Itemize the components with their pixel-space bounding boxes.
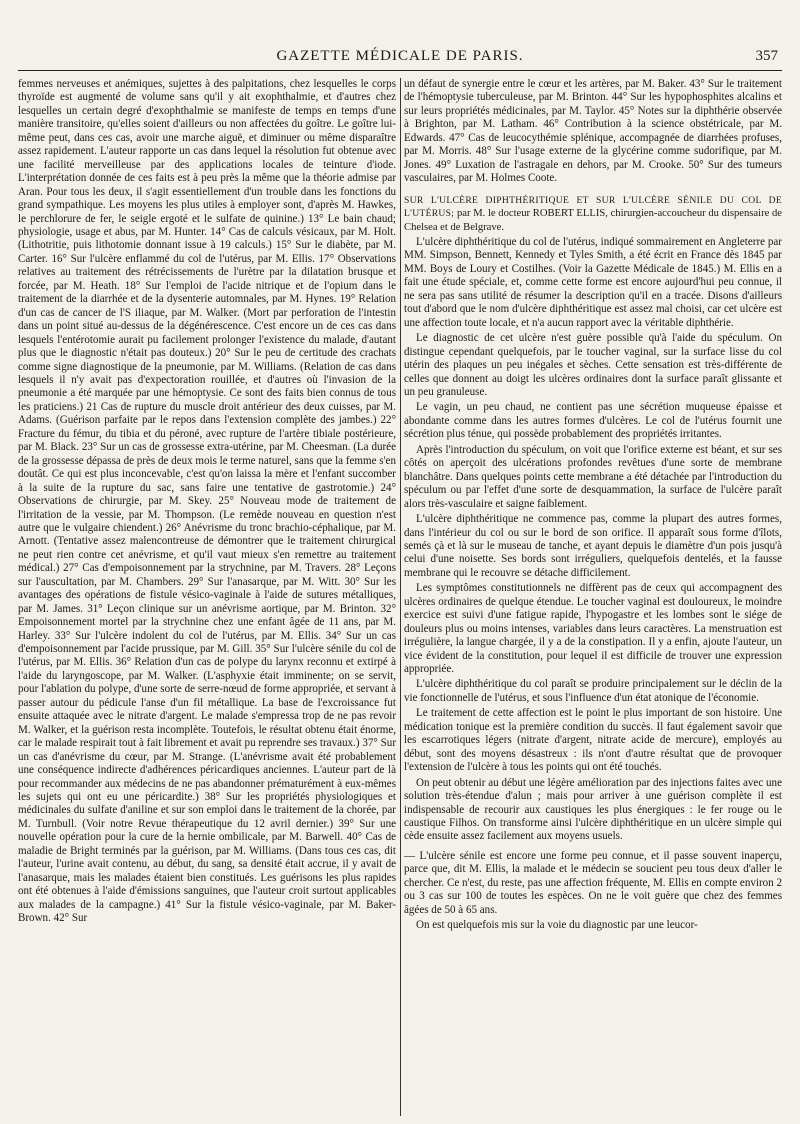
page-header: [18, 44, 782, 71]
text-columns: [18, 78, 782, 1116]
column-divider: [400, 78, 401, 1116]
left-column: [18, 78, 396, 1116]
right-column: [404, 78, 782, 1116]
left-paragraph: femmes nerveuses et anémiques, sujettes à des palpitations, chez lesquelles le corps thyroïde est augmenté de volume sans qu'il y ait exophthalmie, et d'autres chez lesquelles un certain degré d'exophthalmie se manifeste de temps en temps d'une manière transitoire, qu'elles soient d'ailleurs ou non affectées du goître. Le goître lui-même peut, dans ces cas, avoir une marche aiguë, et diminuer ou même disparaître assez rapidement. L'auteur rapporte un cas dans lequel la résolution fut obtenue avec une facilité merveilleuse par des applications locales de teinture d'iode. L'interprétation donnée de ces faits est à peu près la même que la théorie admise par Aran. Pour tous les deux, il s'agit essentiellement d'un trouble dans les fonctions du grand sympathique. Les moyens les plus utiles à employer sont, d'après M. Hawkes, le perchlorure de fer, le seigle ergoté et le sulfate de quinine.) 13° Le bain chaud; physiologie, usage et abus, par M. Hunter. 14° Cas de calculs vésicaux, par M. Holt. (Lithotritie, puis lithotomie donnant issue à 19 calculs.) 15° Sur le diabète, par M. Carter. 16° Sur l'ulcère enflammé du col de l'utérus, par M. Ellis. 17° Observations relatives au traitement des rétrécissements de l'urètre par la dilatation brusque et forcée, par M. Heath. 18° Sur l'emploi de l'acide nitrique et de l'opium dans le traitement de la diarrhée et de la dysenterie automnales, par M. Hynes. 19° Relation d'un cas de cancer de l'S iliaque, par M. Walker. (Mort par perforation de l'intestin dans un point situé au-dessus de la dégénérescence. C'est encore un de ces cas dans lesquels l'entérotomie aurait pu facilement prolonger l'existence du malade, d'autant plus que le diagnostic n'était pas douteux.) 20° Sur le peu de certitude des crachats comme signe diagnostique de la pneumonie, par M. Williams. (Relation de cas dans lesquels il n'y avait pas d'expectoration rouillée, et d'autres où l'invasion de la pneumonie a été marquée par une hémoptysie. Ce sont des faits bien connus de tous les praticiens.) 21 Cas de rupture du muscle droit antérieur des deux cuisses, par M. Adams. (Guérison parfaite par le repos dans l'extension complète des jambes.) 22° Fracture du fémur, du tibia et du péroné, avec rupture de l'artère tibiale postérieure, par M. Black. 23° Sur un cas de grossesse extra-utérine, par M. Cheesman. (La durée de la grossesse dépassa de près de deux mois le terme naturel, sans que la femme s'en doutât. Ce qui est plus inconcevable, c'est qu'on laissa la mère et l'enfant succomber à la suite de la rupture du sac, sans faire une tentative de gastrotomie.) 24° Observations de chirurgie, par M. Skey. 25° Nouveau mode de traitement de l'irritation de la vessie, par M. Thompson. (Le remède nouveau en question n'est autre que le vulgaire chiendent.) 26° Anévrisme du tronc brachio-céphalique, par M. Arnott. (Tentative assez malencontreuse de démontrer que le traitement chirurgical ne peut rien contre cet anévrisme, et qu'il vaut mieux s'en remettre au traitement médical.) 27° Cas d'empoisonnement par la strychnine, par M. Travers. 28° Leçons sur l'auscultation, par M. Chambers. 29° Sur l'anasarque, par M. Witt. 30° Sur les avantages des opérations de fistule vésico-vaginale à l'aide de sutures métalliques, par M. James. 31° Leçon clinique sur un anévrisme aortique, par M. Brinton. 32° Empoisonnement mortel par la strychnine chez une enfant âgée de 11 ans, par M. Harley. 33° Sur l'ulcère indolent du col de l'utérus, par M. Ellis. 34° Sur un cas d'empoisonnement par l'acide prussique, par M. Gill. 35° Sur l'ulcère sénile du col de l'utérus, par M. Ellis. 36° Relation d'un cas de polype du larynx reconnu et extirpé à l'aide du laryngoscope, par M. Walker. (L'asphyxie était imminente; on se servit, pour l'ablation du polype, d'une sorte de serre-nœud de forme appropriée, et servant à passer autour du pédicule l'anse d'un fil métallique. La base de l'excroissance fut ensuite attaquée avec le nitrate d'argent. Le malade s'empressa trop de ne pas revoir M. Walker, et la guérison resta incomplète. Toutefois, le résultat obtenu était énorme, car le malade respirait tout à fait librement et avait pu reprendre ses travaux.) 37° Sur un cas d'anévrisme du cœur, par M. Strange. (L'anévrisme avait été probablement une conséquence indirecte d'adhérences péricardiques anciennes. L'auteur part de là pour recommander aux médecins de ne pas abandonner prématurément à eux-mêmes les sujets qui ont eu une péricardite.) 38° Sur les propriétés physiologiques et médicinales du sulfate d'aniline et sur son emploi dans le traitement de la chorée, par M. Turnbull. (Voir notre Revue thérapeutique du 12 avril dernier.) 39° Sur une nouvelle opération pour la cure de la hernie ombilicale, par M. Barwell. 40° Cas de maladie de Bright terminés par la guérison, par M. Williams. (Dans tous ces cas, dit l'auteur, l'urine avait contenu, au début, du sang, sa densité était accrue, il y avait de l'anasarque, mais les malades étaient bien constitués. Les guérisons les plus rapides ont été obtenues à l'aide d'émissions sanguines, que l'auteur croit surtout applicables aux malades de la campagne.) 41° Sur la fistule vésico-vaginale, par M. Baker-Brown. 42° Sur: [18, 78, 396, 925]
article-paragraph: Le traitement de cette affection est le point le plus important de son histoire. Une médication tonique est la première condition du succès. Il faut également savoir que les escarrotiques légers (nitrate d'argent, nitrate acide de mercure), employés au début, sont des moyens désastreux : ils n'ont d'autre résultat que de provoquer l'extension de l'ulcère à tous les points qui ont été touchés.: [404, 707, 782, 774]
article-paragraph: Le diagnostic de cet ulcère n'est guère possible qu'à l'aide du spéculum. On distingue cependant quelquefois, par le toucher vaginal, sur la surface lisse du col utérin des plaques un peu inégales et sèches. Cette sensation est très-différente de celles que donnent au doigt les ulcères ordinaires dont la surface paraît glissante et un peu granuleuse.: [404, 332, 782, 398]
senile-ulcer-paragraph: — L'ulcère sénile est encore une forme peu connue, et il passe souvent inaperçu, parce que, dit M. Ellis, la malade et le médecin se soucient peu tous deux d'aller le chercher. Ce n'est, du reste, pas une affection fréquente, M. Ellis en compte environ 2 ou 3 cas sur 100 de toutes les espèces. On ne le voit guère que chez des femmes âgées de 50 à 65 ans.: [404, 849, 782, 916]
last-paragraph: On est quelquefois mis sur la voie du diagnostic par une leucor-: [416, 919, 698, 932]
journal-title: GAZETTE MÉDICALE DE PARIS.: [276, 48, 524, 64]
article-paragraph: Les symptômes constitutionnels ne diffèrent pas de ceux qui accompagnent des ulcères ordinaires de quelque étendue. Le toucher vaginal est douloureux, le moindre exercice est suivi d'une fatigue rapide, l'hypogastre et les lombes sont le siége de douleurs plus ou moins intenses, variables dans leurs caractères. La menstruation est irrégulière, la langue chargée, il y a de la constipation. Il y a enfin, ajoute l'auteur, un vice évident de la constitution, pour lequel il est difficile de trouver une expression appropriée.: [404, 582, 782, 676]
article-title-caps: SUR L'ULCÈRE DIPHTHÉRITIQUE ET SUR L'ULCÈRE SÉNILE DU COL DE L'UTÉRUS;: [404, 194, 782, 220]
article-paragraph: Le vagin, un peu chaud, ne contient pas une sécrétion muqueuse épaisse et abondante comme dans les autres formes d'ulcères. Le col de l'utérus fournit une sécrétion plus ténue, qui possède probablement des propriétés irritantes.: [404, 401, 782, 441]
article-paragraph: Après l'introduction du spéculum, on voit que l'orifice externe est béant, et sur ses côtés on aperçoit des ulcérations profondes revêtues d'une sorte de membrane blanchâtre. Dans quelques points cette membrane a été détachée par l'introduction du spéculum ou par l'effet d'une sorte de desquammation, la surface de l'ulcère paraît alors très-vasculaire et saigne faiblement.: [404, 443, 782, 510]
right-intro-paragraph: un défaut de synergie entre le cœur et les artères, par M. Baker. 43° Sur le traitement de l'hémoptysie tuberculeuse, par M. Brinton. 44° Sur les hypophosphites alcalins et sur leurs propriétés médicinales, par M. Taylor. 45° Notes sur la diphthérie observée à Brighton, par M. Latham. 46° Contribution à la science obstétricale, par M. Edwards. 47° Cas de leucocythémie splénique, accompagnée de diarrhées profuses, par M. Morris. 48° Sur l'usage externe de la glycérine comme sudorifique, par M. Jones. 49° Luxation de l'astragale en dehors, par M. Crooke. 50° Sur des tumeurs vasculaires, par M. Holmes Coote.: [404, 78, 782, 185]
article-paragraph: L'ulcère diphthéritique du col de l'utérus, indiqué sommairement en Angleterre par MM. Simpson, Bennett, Kennedy et Tyles Smith, a été écrit en France dès 1845 par MM. Boys de Loury et Costilhes. (Voir la Gazette Médicale de 1845.) M. Ellis en a fait une étude spéciale, et, comme cette forme est encore aujourd'hui peu connue, il ne sera pas sans utilité de résumer la description qu'il en a tracée. Disons d'ailleurs tout d'abord que le nom d'ulcère diphthéritique est assez mal choisi, car cet ulcère est une affection toute locale, et n'a aucun rapport avec la véritable diphthérie.: [404, 235, 782, 329]
article-paragraph: On peut obtenir au début une légère amélioration par des injections faites avec une solution très-étendue d'alun ; mais pour arriver à une guérison complète il est indispensable de recourir aux caustiques les plus énergiques : le fer rouge ou le caustique Filhos. On transforme ainsi l'ulcère diphthéritique en un ulcère simple qui cède ensuite assez facilement aux moyens usuels.: [404, 776, 782, 843]
article-title: [404, 194, 782, 234]
page-number: 357: [755, 48, 778, 64]
article-paragraph: L'ulcère diphthéritique ne commence pas, comme la plupart des autres formes, dans l'intérieur du col ou sur le bord de son orifice. Il apparaît sous forme d'îlots, semés çà et là sur le museau de tanche, et ayant depuis le diamètre d'un pois jusqu'à celui d'une noisette. Ses bords sont irréguliers, quelquefois dentelés, et la fausse membrane qui le recouvre se détache difficilement.: [404, 513, 782, 579]
article-title-author: par M. le docteur ROBERT ELLIS, chirurgien-accoucheur du dispensaire de Chelsea et de Belgrave.: [404, 208, 782, 233]
article-paragraph: L'ulcère diphthéritique du col paraît se produire principalement sur le déclin de la vie fonctionnelle de l'utérus, et sous l'influence d'un état atonique de l'économie.: [404, 678, 782, 704]
